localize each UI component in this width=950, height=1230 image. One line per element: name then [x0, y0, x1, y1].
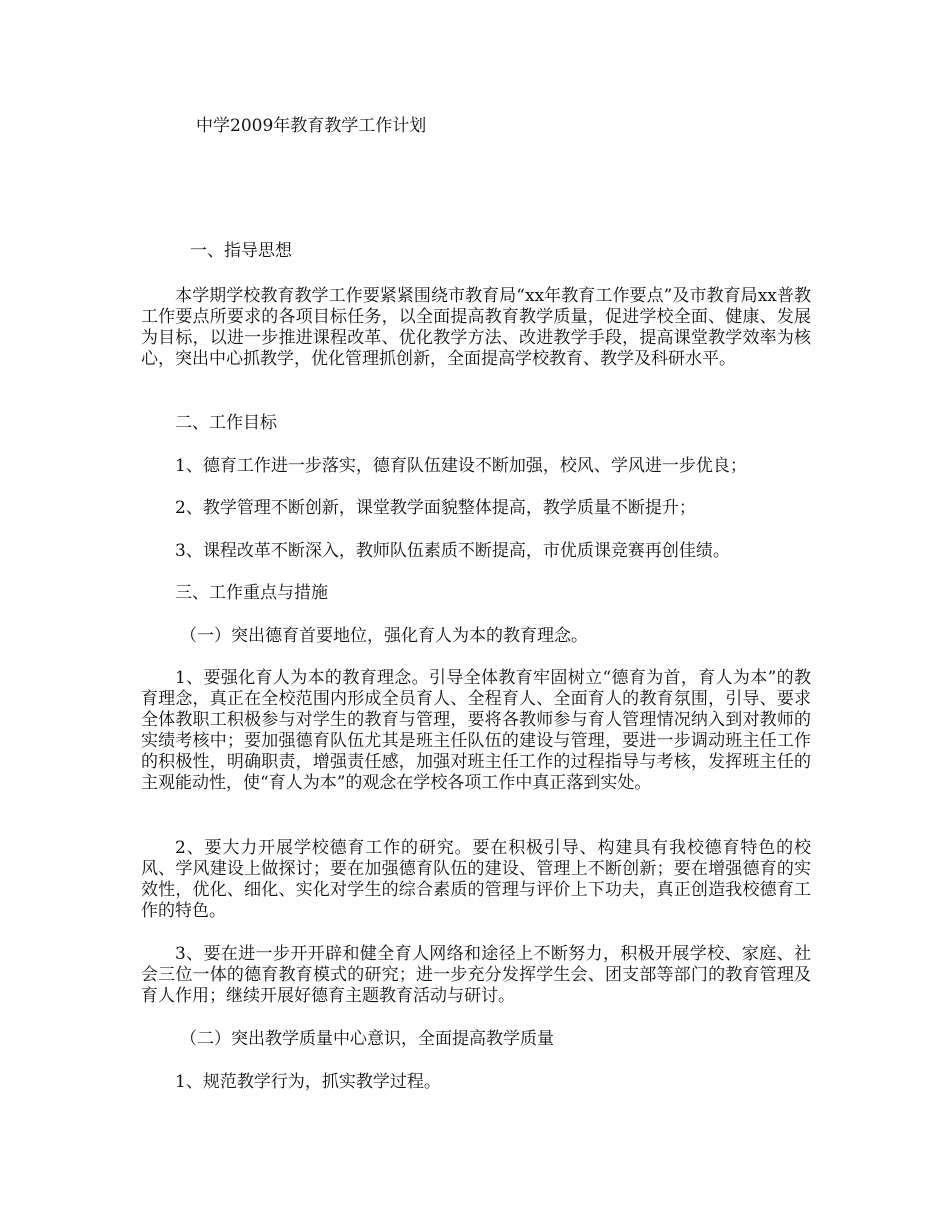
paragraph-moral-1: 1、要强化育人为本的教育理念。引导全体教育牢固树立“德育为首，育人为本”的教育理念，真正在全校范围内形成全员育人、全程育人、全面育人的教育氛围，引导、要求全体教职工积极参与对学生的教育与管理，要将各教师参与育人管理情况纳入到对教师的实绩考核中；要加强德育队伍尤其是班主任队伍的建设与管理，要进一步调动班主任工作的积极性，明确职责，增强责任感，加强对班主任工作的过程指导与考核，发挥班主任的主观能动性，使“育人为本”的观念在学校各项工作中真正落到实处。	[141, 668, 811, 793]
goal-item-1: 1、德育工作进一步落实，德育队伍建设不断加强，校风、学风进一步优良；	[175, 456, 747, 476]
subsection-heading-teaching-quality: （二）突出教学质量中心意识，全面提高教学质量	[180, 1029, 554, 1049]
goal-item-3: 3、课程改革不断深入，教师队伍素质不断提高，市优质课竞赛再创佳绩。	[175, 541, 730, 561]
paragraph-moral-3: 3、要在进一步开开辟和健全育人网络和途径上不断努力，积极开展学校、家庭、社会三位一体的德育教育模式的研究；进一步充分发挥学生会、团支部等部门的教育管理及育人作用；继续开展好德育主题教育活动与研讨。	[141, 944, 811, 1006]
teaching-item-1: 1、规范教学行为，抓实教学过程。	[175, 1072, 441, 1092]
document-title: 中学2009年教育教学工作计划	[196, 116, 427, 136]
section-heading-guiding-ideology: 一、指导思想	[190, 241, 292, 261]
paragraph-moral-2: 2、要大力开展学校德育工作的研究。要在积极引导、构建具有我校德育特色的校风、学风建设上做探讨；要在加强德育队伍的建设、管理上不断创新；要在增强德育的实效性，优化、细化、实化对学生的综合素质的管理与评价上下功夫，真正创造我校德育工作的特色。	[141, 838, 811, 921]
section-heading-work-goals: 二、工作目标	[175, 413, 277, 433]
section-heading-key-measures: 三、工作重点与措施	[175, 583, 328, 603]
paragraph-guiding-ideology: 本学期学校教育教学工作要紧紧围绕市教育局“xx年教育工作要点”及市教育局xx普教工作要点所要求的各项目标任务，以全面提高教育教学质量，促进学校全面、健康、发展为目标，以进一步推进课程改革、优化教学方法、改进教学手段，提高课堂教学效率为核心，突出中心抓教学，优化管理抓创新，全面提高学校教育、教学及科研水平。	[141, 286, 811, 369]
goal-item-2: 2、教学管理不断创新，课堂教学面貌整体提高，教学质量不断提升；	[175, 498, 696, 518]
subsection-heading-moral-education: （一）突出德育首要地位，强化育人为本的教育理念。	[180, 626, 588, 646]
